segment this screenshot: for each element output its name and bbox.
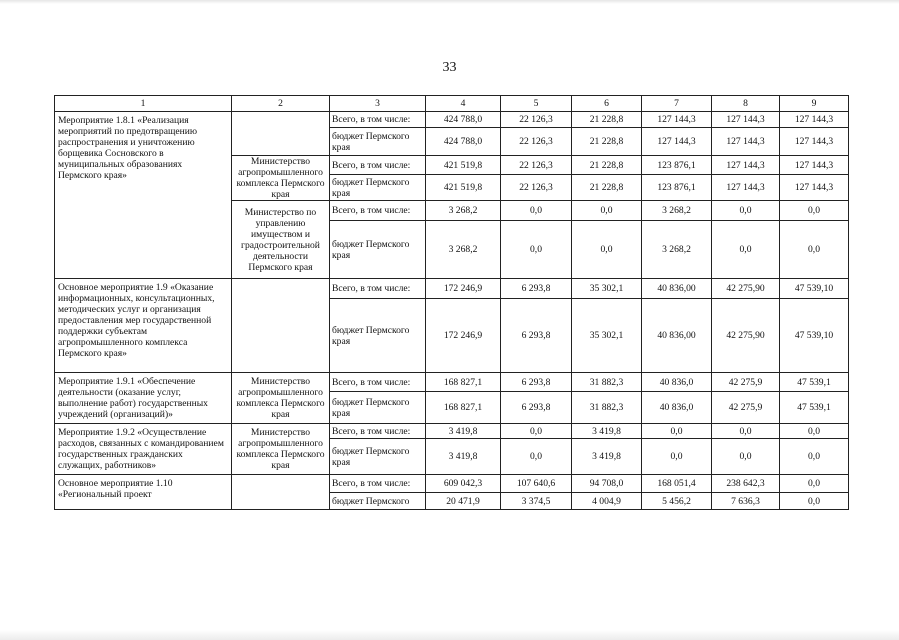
activity-name-cell: Мероприятие 1.9.2 «Осуществление расходов, связанных с командированием государственных гражданских служащих, работников» — [55, 424, 232, 475]
amount-cell: 127 144,3 — [712, 128, 780, 156]
amount-cell: 424 788,0 — [426, 112, 501, 128]
amount-cell: 42 275,9 — [712, 373, 780, 392]
amount-cell: 21 228,8 — [572, 175, 642, 201]
amount-cell: 3 419,8 — [426, 424, 501, 439]
amount-cell: 40 836,0 — [642, 392, 712, 424]
amount-cell: 4 004,9 — [572, 493, 642, 510]
amount-cell: 40 836,00 — [642, 279, 712, 299]
amount-cell: 47 539,10 — [780, 299, 849, 373]
amount-cell: 31 882,3 — [572, 392, 642, 424]
amount-cell: 21 228,8 — [572, 112, 642, 128]
amount-cell: 127 144,3 — [642, 128, 712, 156]
amount-cell: 6 293,8 — [501, 299, 572, 373]
amount-cell: 127 144,3 — [642, 112, 712, 128]
column-header: 7 — [642, 96, 712, 112]
amount-cell: 0,0 — [572, 221, 642, 279]
amount-cell: 0,0 — [501, 221, 572, 279]
amount-cell: 0,0 — [501, 424, 572, 439]
amount-cell: 0,0 — [642, 439, 712, 475]
amount-cell: 3 268,2 — [642, 201, 712, 221]
amount-cell: 127 144,3 — [712, 112, 780, 128]
amount-cell: 421 519,8 — [426, 156, 501, 175]
amount-cell: 42 275,9 — [712, 392, 780, 424]
amount-cell: 6 293,8 — [501, 279, 572, 299]
amount-cell: 127 144,3 — [780, 156, 849, 175]
activity-name-cell: Основное мероприятие 1.10 «Региональный проект — [55, 475, 232, 510]
executor-cell — [232, 112, 330, 156]
amount-cell: 94 708,0 — [572, 475, 642, 493]
amount-cell: 0,0 — [780, 201, 849, 221]
column-header: 8 — [712, 96, 780, 112]
scan-shadow-bottom — [0, 630, 899, 640]
executor-cell: Министерство агропромышленного комплекса Пермского края — [232, 156, 330, 201]
amount-cell: 0,0 — [780, 439, 849, 475]
header-row — [55, 96, 849, 112]
amount-cell: 127 144,3 — [712, 156, 780, 175]
column-header: 3 — [330, 96, 426, 112]
amount-cell: 238 642,3 — [712, 475, 780, 493]
table-row — [55, 373, 849, 392]
amount-cell: 0,0 — [780, 493, 849, 510]
amount-cell: 31 882,3 — [572, 373, 642, 392]
activity-name-cell: Основное мероприятие 1.9 «Оказание информационных, консультационных, методических услуг и организация предоставления мер государственной поддержки субъектам агропромышленного комплекса Пермского края» — [55, 279, 232, 373]
activity-name-cell: Мероприятие 1.8.1 «Реализация мероприятий по предотвращению распространения и уничтожению борщевика Сосновского в муниципальных образованиях Пермского края» — [55, 112, 232, 279]
amount-cell: 127 144,3 — [780, 175, 849, 201]
amount-cell: 168 827,1 — [426, 373, 501, 392]
amount-cell: 7 636,3 — [712, 493, 780, 510]
amount-cell: 0,0 — [712, 439, 780, 475]
funding-source-cell: бюджет Пермского — [330, 493, 426, 510]
amount-cell: 3 419,8 — [572, 424, 642, 439]
amount-cell: 127 144,3 — [712, 175, 780, 201]
column-header: 5 — [501, 96, 572, 112]
amount-cell: 21 228,8 — [572, 128, 642, 156]
amount-cell: 5 456,2 — [642, 493, 712, 510]
amount-cell: 22 126,3 — [501, 156, 572, 175]
funding-source-cell: Всего, в том числе: — [330, 156, 426, 175]
amount-cell: 172 246,9 — [426, 279, 501, 299]
amount-cell: 47 539,10 — [780, 279, 849, 299]
activity-name-cell: Мероприятие 1.9.1 «Обеспечение деятельности (оказание услуг, выполнение работ) государственных учреждений (организаций)» — [55, 373, 232, 424]
amount-cell: 0,0 — [780, 475, 849, 493]
column-header: 6 — [572, 96, 642, 112]
amount-cell: 0,0 — [501, 439, 572, 475]
amount-cell: 21 228,8 — [572, 156, 642, 175]
executor-cell: Министерство агропромышленного комплекса Пермского края — [232, 373, 330, 424]
column-header: 2 — [232, 96, 330, 112]
amount-cell: 3 268,2 — [642, 221, 712, 279]
amount-cell: 22 126,3 — [501, 112, 572, 128]
amount-cell: 0,0 — [712, 201, 780, 221]
funding-source-cell: Всего, в том числе: — [330, 424, 426, 439]
executor-cell — [232, 279, 330, 373]
amount-cell: 127 144,3 — [780, 128, 849, 156]
funding-source-cell: бюджет Пермского края — [330, 221, 426, 279]
amount-cell: 3 374,5 — [501, 493, 572, 510]
funding-source-cell: Всего, в том числе: — [330, 373, 426, 392]
executor-cell — [232, 475, 330, 510]
funding-source-cell: бюджет Пермского края — [330, 299, 426, 373]
column-header: 9 — [780, 96, 849, 112]
executor-cell: Министерство агропромышленного комплекса Пермского края — [232, 424, 330, 475]
table-body — [55, 96, 849, 510]
amount-cell: 22 126,3 — [501, 175, 572, 201]
scan-shadow-top — [0, 0, 899, 4]
amount-cell: 609 042,3 — [426, 475, 501, 493]
funding-source-cell: Всего, в том числе: — [330, 475, 426, 493]
amount-cell: 0,0 — [780, 424, 849, 439]
funding-source-cell: бюджет Пермского края — [330, 175, 426, 201]
amount-cell: 107 640,6 — [501, 475, 572, 493]
table-row — [55, 279, 849, 299]
amount-cell: 40 836,00 — [642, 299, 712, 373]
funding-source-cell: Всего, в том числе: — [330, 279, 426, 299]
funding-source-cell: бюджет Пермского края — [330, 392, 426, 424]
table-row — [55, 475, 849, 493]
amount-cell: 3 419,8 — [426, 439, 501, 475]
amount-cell: 35 302,1 — [572, 299, 642, 373]
amount-cell: 3 419,8 — [572, 439, 642, 475]
funding-source-cell: бюджет Пермского края — [330, 439, 426, 475]
amount-cell: 168 827,1 — [426, 392, 501, 424]
amount-cell: 6 293,8 — [501, 373, 572, 392]
amount-cell: 168 051,4 — [642, 475, 712, 493]
amount-cell: 0,0 — [712, 424, 780, 439]
funding-source-cell: бюджет Пермского края — [330, 128, 426, 156]
amount-cell: 0,0 — [712, 221, 780, 279]
funding-source-cell: Всего, в том числе: — [330, 201, 426, 221]
amount-cell: 42 275,90 — [712, 279, 780, 299]
amount-cell: 47 539,1 — [780, 373, 849, 392]
column-header: 1 — [55, 96, 232, 112]
amount-cell: 20 471,9 — [426, 493, 501, 510]
amount-cell: 6 293,8 — [501, 392, 572, 424]
amount-cell: 47 539,1 — [780, 392, 849, 424]
amount-cell: 127 144,3 — [780, 112, 849, 128]
table-row — [55, 424, 849, 439]
column-header: 4 — [426, 96, 501, 112]
funding-source-cell: Всего, в том числе: — [330, 112, 426, 128]
amount-cell: 40 836,0 — [642, 373, 712, 392]
table-row — [55, 112, 849, 128]
page-number: 33 — [442, 60, 457, 75]
amount-cell: 424 788,0 — [426, 128, 501, 156]
amount-cell: 0,0 — [642, 424, 712, 439]
executor-cell: Министерство по управлению имуществом и градостроительной деятельности Пермского края — [232, 201, 330, 279]
amount-cell: 0,0 — [501, 201, 572, 221]
amount-cell: 22 126,3 — [501, 128, 572, 156]
budget-table — [54, 95, 849, 510]
amount-cell: 172 246,9 — [426, 299, 501, 373]
amount-cell: 3 268,2 — [426, 221, 501, 279]
amount-cell: 3 268,2 — [426, 201, 501, 221]
amount-cell: 123 876,1 — [642, 175, 712, 201]
amount-cell: 35 302,1 — [572, 279, 642, 299]
amount-cell: 0,0 — [572, 201, 642, 221]
amount-cell: 0,0 — [780, 221, 849, 279]
amount-cell: 42 275,90 — [712, 299, 780, 373]
amount-cell: 123 876,1 — [642, 156, 712, 175]
amount-cell: 421 519,8 — [426, 175, 501, 201]
